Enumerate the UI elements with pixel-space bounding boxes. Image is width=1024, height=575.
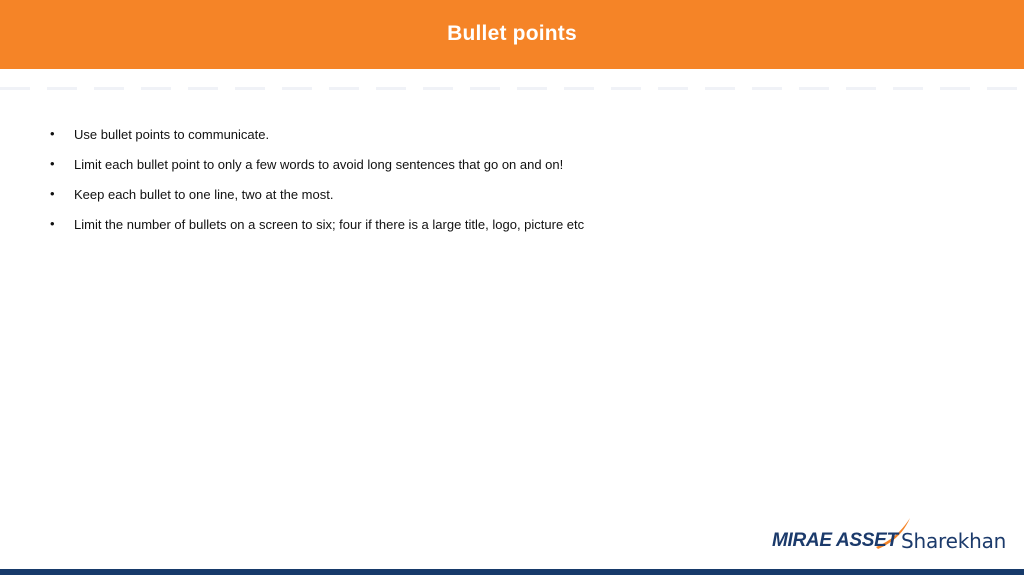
mirae-asset-sharekhan-logo — [770, 514, 1006, 558]
bullet-item — [50, 154, 584, 184]
bullet-text: Limit each bullet point to only a few words to avoid long sentences that go on and on! — [74, 157, 564, 172]
bullet-item — [50, 184, 584, 214]
bullet-icon: • — [50, 216, 55, 231]
footer-bar — [0, 569, 1024, 575]
bullet-text: Keep each bullet to one line, two at the most. — [74, 187, 334, 202]
bullet-text: Use bullet points to communicate. — [74, 127, 270, 142]
bullet-item — [50, 124, 584, 154]
bullet-list — [50, 124, 584, 244]
logo-sharekhan: Sharekhan — [901, 529, 1007, 553]
bullet-icon: • — [50, 156, 55, 171]
bullet-icon: • — [50, 126, 55, 141]
slide-title: Bullet points — [447, 22, 577, 45]
decorative-dash-row — [0, 87, 1024, 90]
bullet-item — [50, 214, 584, 244]
bullet-text: Limit the number of bullets on a screen to six; four if there is a large title, logo, picture etc — [74, 217, 585, 232]
logo-mirae-asset: MIRAE ASSET — [772, 530, 898, 551]
header-band — [0, 0, 1024, 69]
bullet-icon: • — [50, 186, 55, 201]
